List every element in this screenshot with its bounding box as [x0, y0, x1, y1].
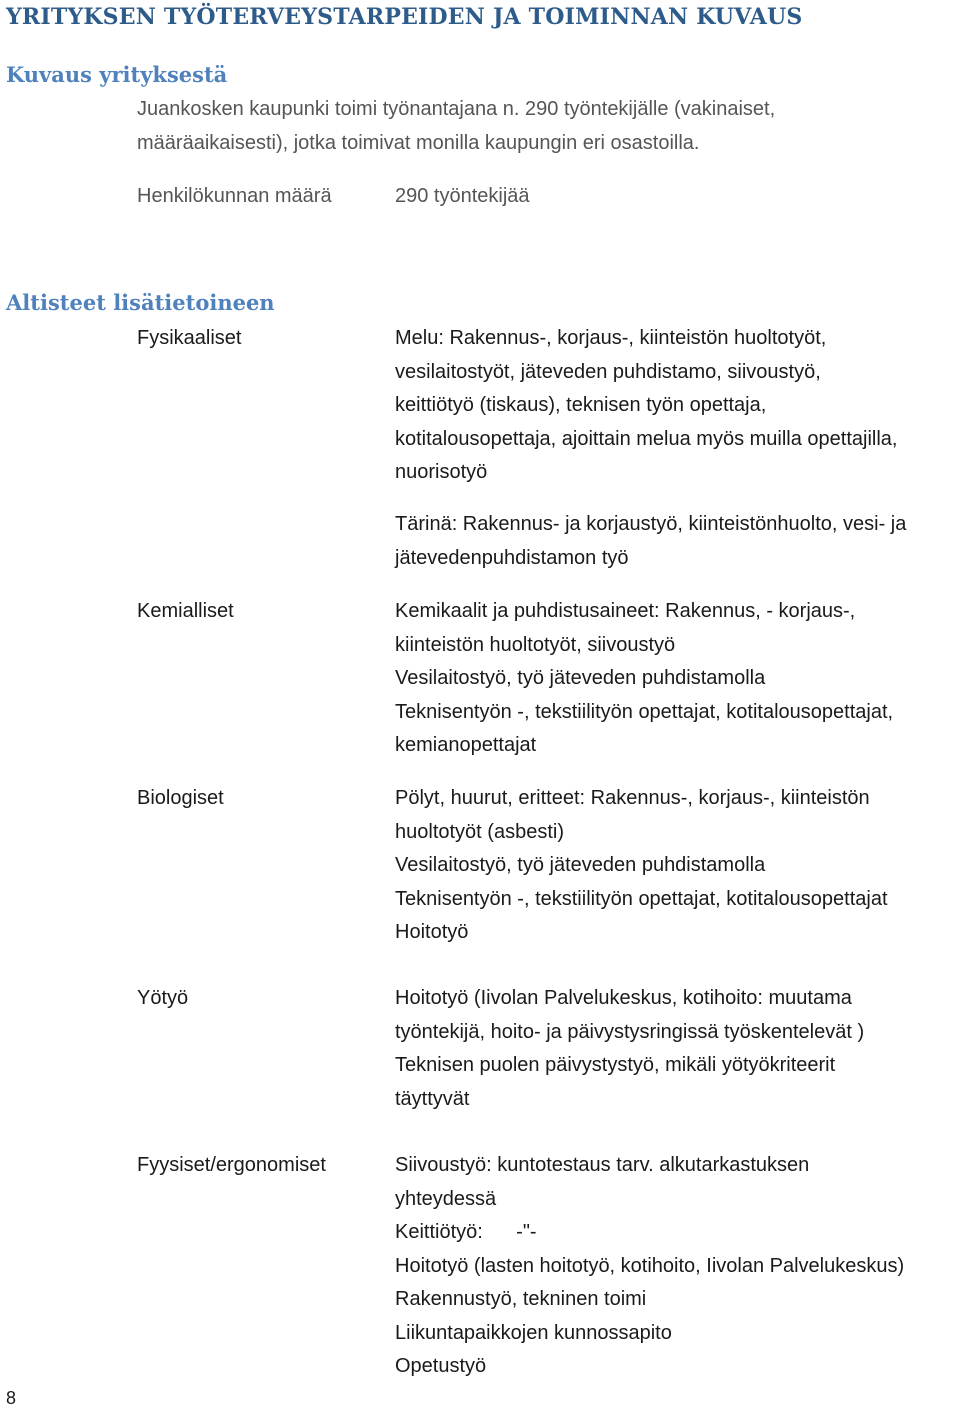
detail-line: Opetustyö: [395, 1355, 487, 1377]
detail-line: kiinteistön huoltotyöt, siivoustyö: [395, 633, 676, 656]
exposure-label-ergonomic: Fyysiset/ergonomiset: [137, 1154, 326, 1176]
detail-line: Hoitotyö (lasten hoitotyö, kotihoito, Iivolan Palvelukeskus): [395, 1254, 905, 1277]
detail-line: Kemikaalit ja puhdistusaineet: Rakennus, - korjaus-,: [395, 600, 856, 622]
detail-line: Tärinä: Rakennus- ja korjaustyö, kiinteistönhuolto, vesi- ja: [395, 513, 907, 535]
section-heading-company: Kuvaus yrityksestä: [6, 62, 228, 87]
description-line: Juankosken kaupunki toimi työnantajana n. 290 työntekijälle (vakinaiset,: [137, 98, 776, 120]
document-title: YRITYKSEN TYÖTERVEYSTARPEIDEN JA TOIMINNAN KUVAUS: [6, 4, 803, 30]
detail-line: työntekijä, hoito- ja päivystysringissä työskentelevät ): [395, 1020, 865, 1043]
detail-line: huoltotyöt (asbesti): [395, 820, 564, 843]
exposure-details-chemical: [395, 595, 893, 763]
detail-line: yhteydessä: [395, 1187, 497, 1210]
exposure-details-physical-noise: [395, 322, 898, 490]
detail-line: kotitalousopettaja, ajoittain melua myös muilla opettajilla,: [395, 427, 898, 450]
detail-line: keittiötyö (tiskaus), teknisen työn opettaja,: [395, 394, 767, 416]
staff-count-label: Henkilökunnan määrä: [137, 185, 332, 207]
detail-line: täyttyvät: [395, 1087, 470, 1110]
exposure-details-night-work: [395, 982, 864, 1116]
detail-line: Melu: Rakennus-, korjaus-, kiinteistön huoltotyöt,: [395, 327, 827, 349]
detail-line: Vesilaitostyö, työ jäteveden puhdistamolla: [395, 854, 766, 876]
section-heading-exposures: Altisteet lisätietoineen: [6, 290, 275, 315]
detail-line: nuorisotyö: [395, 461, 488, 483]
exposure-label-biological: Biologiset: [137, 787, 224, 809]
detail-line: Liikuntapaikkojen kunnossapito: [395, 1321, 672, 1344]
detail-line: Rakennustyö, tekninen toimi: [395, 1288, 647, 1310]
exposure-label-physical: Fysikaaliset: [137, 327, 242, 349]
detail-line: Pölyt, huurut, eritteet: Rakennus-, korjaus-, kiinteistön: [395, 787, 870, 809]
exposure-details-physical-vibration: [395, 508, 906, 575]
detail-line: Siivoustyö: kuntotestaus tarv. alkutarkastuksen: [395, 1154, 810, 1176]
detail-line: Hoitotyö (Iivolan Palvelukeskus, kotihoito: muutama: [395, 987, 852, 1009]
detail-line: Vesilaitostyö, työ jäteveden puhdistamolla: [395, 667, 766, 689]
page-number: 8: [6, 1388, 17, 1408]
detail-line: Teknisentyön -, tekstiilityön opettajat, kotitalousopettajat: [395, 887, 888, 910]
detail-line: kemianopettajat: [395, 734, 537, 756]
exposure-label-chemical: Kemialliset: [137, 600, 234, 622]
detail-line: Teknisentyön -, tekstiilityön opettajat, kotitalousopettajat,: [395, 700, 894, 723]
detail-line: vesilaitostyöt, jäteveden puhdistamo, siivoustyö,: [395, 360, 821, 383]
exposure-label-night-work: Yötyö: [137, 987, 189, 1009]
detail-line: Teknisen puolen päivystystyö, mikäli yötyökriteerit: [395, 1054, 836, 1076]
staff-count-value: 290 työntekijää: [395, 185, 530, 207]
detail-line: Keittiötyö: -"-: [395, 1221, 537, 1243]
exposure-details-biological: [395, 782, 888, 950]
description-line: määräaikaisesti), jotka toimivat monilla kaupungin eri osastoilla.: [137, 131, 700, 154]
exposure-details-ergonomic: [395, 1149, 904, 1384]
detail-line: Hoitotyö: [395, 921, 469, 943]
detail-line: jätevedenpuhdistamon työ: [395, 546, 629, 569]
company-description: [137, 93, 947, 160]
